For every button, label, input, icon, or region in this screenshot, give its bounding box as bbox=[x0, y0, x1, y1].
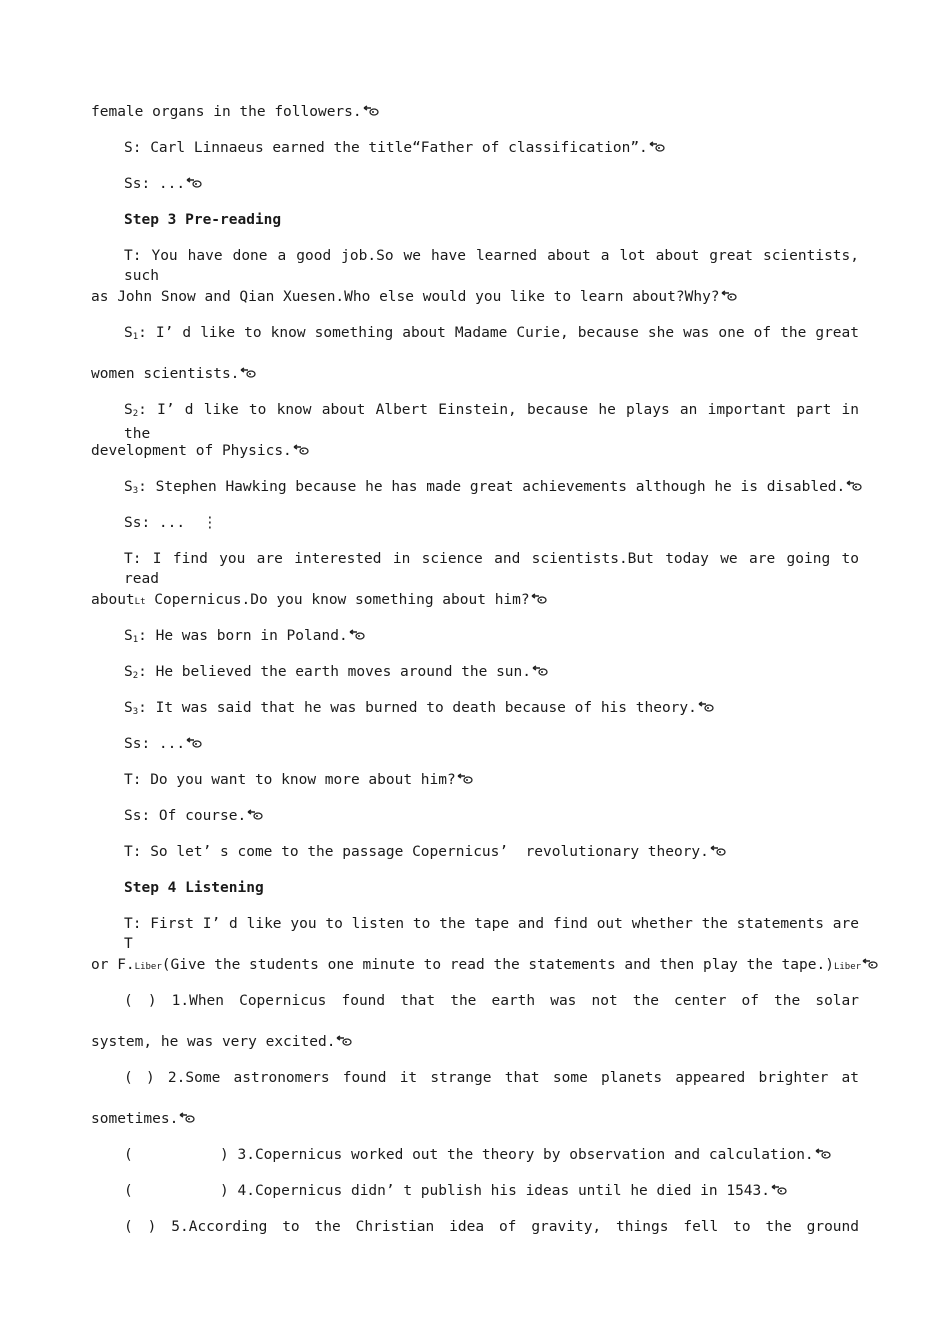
question-item: ( ) 3.Copernicus worked out the theory by observation and calculation. bbox=[124, 1145, 831, 1165]
text-line: female organs in the followers. bbox=[91, 102, 379, 122]
question-item: ( ) 5.According to the Christian idea of gravity, things fell to the ground bbox=[124, 1219, 859, 1235]
text-line: Ss: ... bbox=[124, 174, 202, 194]
stray-glyph: Liber bbox=[833, 962, 862, 972]
text-line: T: First I’ d like you to listen to the tape and find out whether the statements are T bbox=[124, 916, 859, 952]
section-heading: Step 4 Listening bbox=[124, 880, 264, 896]
return-arrow-icon bbox=[649, 141, 665, 153]
return-arrow-icon bbox=[186, 177, 202, 189]
text-line: $S_2$: I’ d like to know about Albert Einstein, because he plays an important part in the bbox=[124, 402, 859, 442]
text-line: sometimes. bbox=[91, 1109, 195, 1129]
return-arrow-icon bbox=[240, 367, 256, 379]
return-arrow-icon bbox=[710, 845, 726, 857]
return-arrow-icon bbox=[846, 480, 862, 492]
text-line: $S_1$: He was born in Poland. bbox=[124, 626, 365, 650]
question-item: ( ) 2.Some astronomers found it strange that some planets appeared brighter at bbox=[124, 1070, 859, 1086]
text-line: or F.Liber(Give the students one minute to read the statements and then play the tape.)Liber bbox=[91, 955, 878, 975]
text-line: T: So let’ s come to the passage Copernicus’ revolutionary theory. bbox=[124, 842, 726, 862]
stray-glyph: Liber bbox=[134, 962, 162, 972]
return-arrow-icon bbox=[532, 665, 548, 677]
text-line: development of Physics. bbox=[91, 441, 309, 461]
return-arrow-icon bbox=[247, 809, 263, 821]
return-arrow-icon bbox=[363, 105, 379, 117]
text-line: Ss: ... ⋮ bbox=[124, 515, 218, 531]
text-line: aboutLt Copernicus.Do you know something about him? bbox=[91, 590, 547, 610]
text-line: Ss: Of course. bbox=[124, 806, 263, 826]
text-line: Ss: ... bbox=[124, 734, 202, 754]
return-arrow-icon bbox=[815, 1148, 831, 1160]
stray-glyph: Lt bbox=[134, 597, 146, 607]
text-line: $S_2$: He believed the earth moves around the sun. bbox=[124, 662, 548, 686]
return-arrow-icon bbox=[186, 737, 202, 749]
text-line: T: I find you are interested in science and scientists.But today we are going to read bbox=[124, 551, 859, 587]
text-line: S: Carl Linnaeus earned the title“Father of classification”. bbox=[124, 138, 665, 158]
text-line: T: You have done a good job.So we have learned about a lot about great scientists, such bbox=[124, 248, 859, 284]
return-arrow-icon bbox=[457, 773, 473, 785]
return-arrow-icon bbox=[349, 629, 365, 641]
return-arrow-icon bbox=[336, 1035, 352, 1047]
question-item: ( ) 4.Copernicus didn’ t publish his ideas until he died in 1543. bbox=[124, 1181, 787, 1201]
text-line: $S_3$: It was said that he was burned to death because of his theory. bbox=[124, 698, 714, 722]
text-line: system, he was very excited. bbox=[91, 1032, 352, 1052]
text-line: as John Snow and Qian Xuesen.Who else would you like to learn about?Why? bbox=[91, 287, 737, 307]
question-item: ( ) 1.When Copernicus found that the earth was not the center of the solar bbox=[124, 993, 859, 1009]
return-arrow-icon bbox=[179, 1112, 195, 1124]
text-line: T: Do you want to know more about him? bbox=[124, 770, 473, 790]
return-arrow-icon bbox=[698, 701, 714, 713]
return-arrow-icon bbox=[771, 1184, 787, 1196]
return-arrow-icon bbox=[721, 290, 737, 302]
text-line: $S_3$: Stephen Hawking because he has made great achievements although he is disabled. bbox=[124, 477, 862, 501]
return-arrow-icon bbox=[293, 444, 309, 456]
text-line: women scientists. bbox=[91, 364, 256, 384]
return-arrow-icon bbox=[531, 593, 547, 605]
section-heading: Step 3 Pre-reading bbox=[124, 212, 282, 228]
return-arrow-icon bbox=[862, 958, 878, 970]
text-line: $S_1$: I’ d like to know something about Madame Curie, because she was one of the great bbox=[124, 325, 859, 342]
